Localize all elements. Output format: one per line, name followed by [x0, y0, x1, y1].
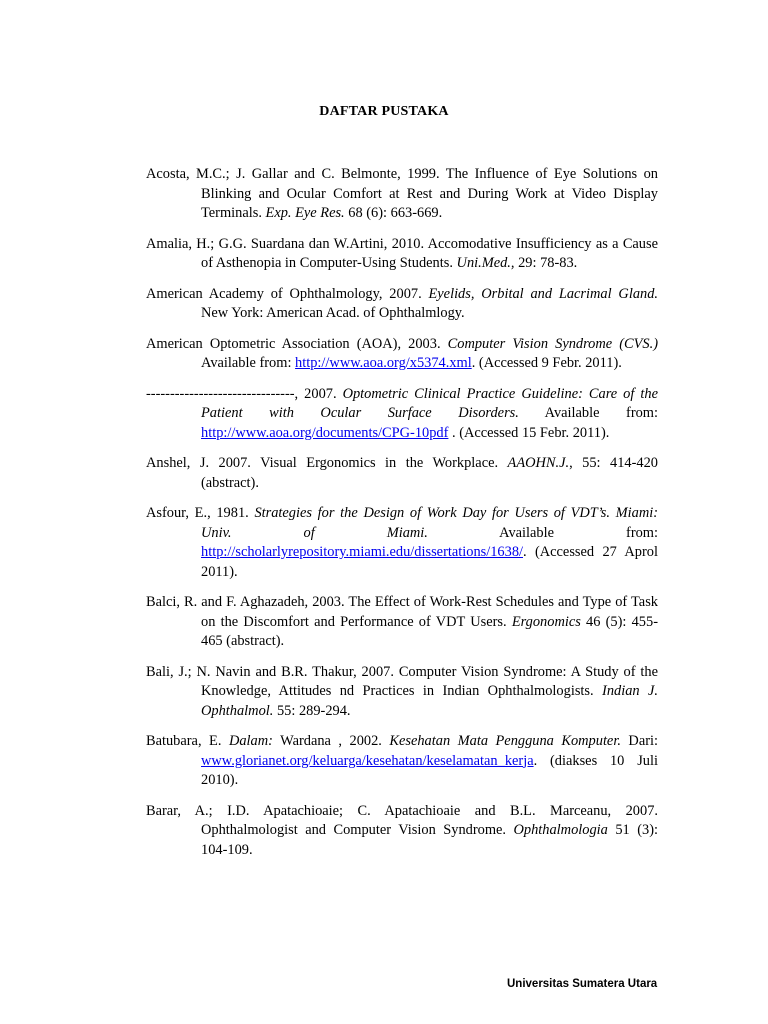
reference-journal: AAOHN.J.	[507, 455, 570, 471]
reference-item	[146, 235, 658, 274]
reference-text: Available from:	[427, 524, 658, 541]
reference-link[interactable]: http://scholarlyrepository.miami.edu/dissertations/1638/	[201, 544, 524, 560]
reference-item	[146, 454, 658, 493]
reference-journal: Indian J. Ophthalmol.	[201, 683, 659, 719]
reference-item	[146, 593, 658, 652]
reference-text: 29: 78-83.	[514, 255, 578, 271]
reference-title: Computer Vision Syndrome (CVS.)	[447, 335, 658, 352]
reference-text: Anshel, J. 2007. Visual Ergonomics in the Workplace.	[146, 455, 508, 471]
reference-item	[146, 504, 658, 582]
reference-text: . (Accessed 9 Febr. 2011).	[471, 355, 622, 371]
page-footer: Universitas Sumatera Utara	[507, 978, 658, 990]
reference-text: Amalia, H.; G.G. Suardana dan W.Artini, 2010. Accomodative Insufficiency as a Cause of Asthenopia in Computer-Using Students.	[146, 235, 658, 271]
reference-journal: Ergonomics	[511, 613, 581, 630]
reference-text: 46 (5): 455-465 (abstract).	[201, 613, 658, 649]
reference-text: Wardana , 2002.	[272, 733, 390, 749]
reference-title: Kesehatan Mata Pengguna Komputer.	[389, 733, 621, 749]
reference-text: New York: American Acad. of Ophthalmlogy.	[201, 305, 465, 321]
reference-text: American Optometric Association (AOA), 2003.	[146, 335, 448, 352]
reference-text: American Academy of Ophthalmology, 2007.	[146, 285, 429, 302]
reference-text: 51 (3): 104-109.	[201, 822, 658, 858]
reference-item	[146, 663, 658, 722]
reference-link[interactable]: http://www.aoa.org/documents/CPG-10pdf	[201, 424, 449, 441]
reference-list	[146, 165, 658, 871]
reference-text: . (Accessed 15 Febr. 2011).	[448, 424, 610, 441]
reference-journal: Exp. Eye Res.	[265, 205, 345, 221]
reference-link[interactable]: www.glorianet.org/keluarga/kesehatan/keselamatan_kerja	[201, 752, 534, 769]
reference-text: -------------------------------, 2007.	[146, 385, 343, 402]
reference-title: Optometric Clinical Practice Guideline: Care of the Patient with Ocular Surface Disorders.	[201, 385, 658, 421]
reference-title: Eyelids, Orbital and Lacrimal Gland.	[428, 285, 659, 302]
reference-text: Batubara, E.	[146, 733, 229, 749]
reference-text: 55: 289-294.	[273, 702, 351, 719]
reference-text: Available from:	[518, 405, 658, 421]
reference-title: Dalam:	[228, 733, 273, 749]
reference-text: Dari:	[620, 733, 659, 749]
reference-journal: Uni.Med.,	[456, 255, 515, 271]
page-title: DAFTAR PUSTAKA	[319, 104, 449, 119]
reference-item	[146, 802, 658, 861]
reference-text: Balci, R. and F. Aghazadeh, 2003. The Effect of Work-Rest Schedules and Type of Task on the Discomfort and Performance of VDT Users.	[146, 594, 658, 630]
reference-link[interactable]: http://www.aoa.org/x5374.xml	[295, 355, 472, 371]
reference-item	[146, 165, 658, 224]
reference-item	[146, 732, 658, 791]
reference-text: Barar, A.; I.D. Apatachioaie; C. Apatachioaie and B.L. Marceanu, 2007. Ophthalmologist and Computer Vision Syndrome.	[146, 802, 658, 838]
reference-text: . (Accessed 27 Aprol 2011).	[201, 544, 658, 580]
reference-item	[146, 285, 658, 324]
reference-journal: Ophthalmologia	[513, 822, 608, 838]
reference-text: Acosta, M.C.; J. Gallar and C. Belmonte, 1999. The Influence of Eye Solutions on Blinking and Ocular Comfort at Rest and During Work at Video Display Terminals.	[146, 166, 658, 221]
reference-text: Bali, J.; N. Navin and B.R. Thakur, 2007. Computer Vision Syndrome: A Study of the Knowledge, Attitudes nd Practices in Indian Ophthalmologists.	[146, 663, 658, 699]
reference-title: Strategies for the Design of Work Day for Users of VDT’s. Miami: Univ. of Miami.	[201, 505, 658, 541]
reference-text: , 55: 414-420 (abstract).	[201, 455, 658, 491]
reference-text: 68 (6): 663-669.	[344, 205, 443, 221]
reference-text: Asfour, E., 1981.	[146, 505, 255, 521]
reference-item	[146, 335, 658, 374]
reference-text: . (diakses 10 Juli 2010).	[201, 752, 658, 788]
reference-text: Available from:	[201, 355, 296, 371]
reference-item	[146, 385, 658, 444]
